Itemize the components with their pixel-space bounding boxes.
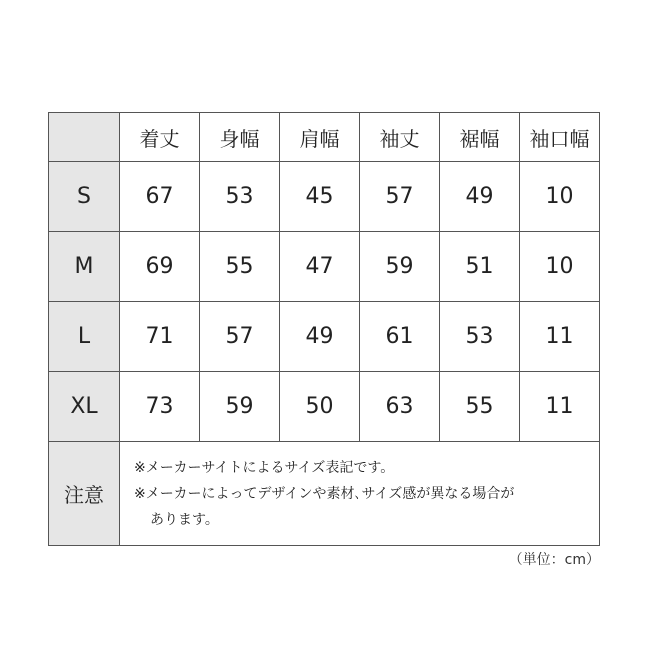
cell-body-width: 53 [200,162,280,232]
table-row-s [49,162,600,232]
header-length: 着丈 [120,113,200,162]
cell-cuff-width: 11 [520,372,600,442]
note-line: ※メーカーによってデザインや素材､サイズ感が異なる場合が [134,485,515,502]
cell-hem-width: 49 [440,162,520,232]
cell-hem-width: 51 [440,232,520,302]
table-row-xl [49,372,600,442]
header-cuff-width: 袖口幅 [520,113,600,162]
cell-body-width: 59 [200,372,280,442]
cell-body-width: 57 [200,302,280,372]
cell-hem-width: 53 [440,302,520,372]
cell-shoulder-width: 47 [280,232,360,302]
cell-sleeve-length: 59 [360,232,440,302]
note-line: あります。 [150,511,219,528]
note-row [49,442,600,546]
table-row-l [49,302,600,372]
cell-sleeve-length: 57 [360,162,440,232]
cell-shoulder-width: 50 [280,372,360,442]
header-sleeve-length: 袖丈 [360,113,440,162]
size-label: M [49,232,120,302]
size-label: S [49,162,120,232]
cell-cuff-width: 10 [520,232,600,302]
note-label: 注意 [49,442,120,546]
table-row-m [49,232,600,302]
cell-length: 69 [120,232,200,302]
cell-body-width: 55 [200,232,280,302]
cell-shoulder-width: 45 [280,162,360,232]
header-hem-width: 裾幅 [440,113,520,162]
cell-shoulder-width: 49 [280,302,360,372]
header-row [49,113,600,162]
header-body-width: 身幅 [200,113,280,162]
note-body [120,442,600,546]
note-line: ※メーカーサイトによるサイズ表記です。 [134,459,395,476]
cell-hem-width: 55 [440,372,520,442]
cell-cuff-width: 10 [520,162,600,232]
size-label: L [49,302,120,372]
cell-length: 73 [120,372,200,442]
cell-cuff-width: 11 [520,302,600,372]
size-chart-table [48,112,600,546]
size-label: XL [49,372,120,442]
unit-label: （単位：cm） [508,552,600,568]
cell-sleeve-length: 63 [360,372,440,442]
header-corner-cell [49,113,120,162]
header-shoulder-width: 肩幅 [280,113,360,162]
cell-sleeve-length: 61 [360,302,440,372]
cell-length: 71 [120,302,200,372]
cell-length: 67 [120,162,200,232]
